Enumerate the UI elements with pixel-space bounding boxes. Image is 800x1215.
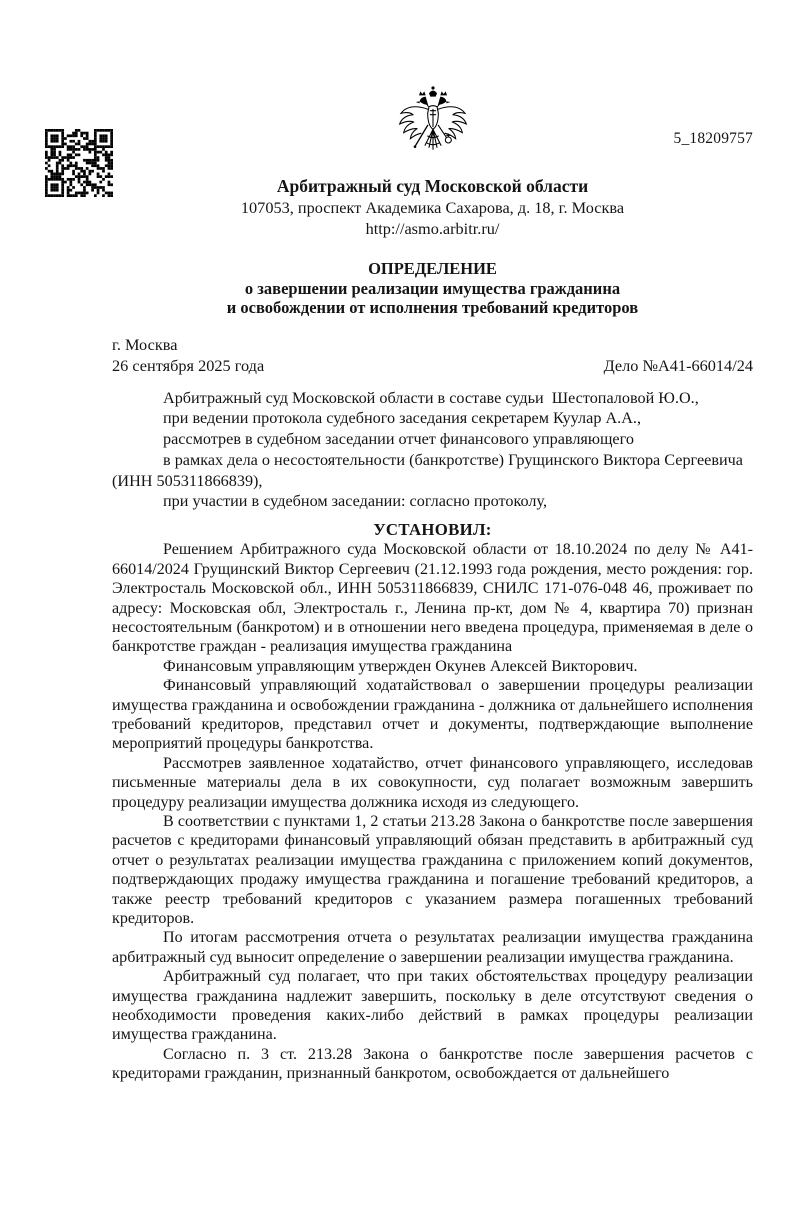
document-subtitle-1: о завершении реализации имущества гражданина [244,278,621,298]
body-paragraph: Арбитражный суд полагает, что при таких обстоятельствах процедуру реализации имущества гражданина надлежит завершить, поскольку в деле отсутствуют сведения о необходимости проведения каких-либо действий в рамках процедуры реализации имущества гражданина. [112,968,753,1044]
document-title: ОПРЕДЕЛЕНИЕ [368,259,497,278]
decision-date: 26 сентября 2025 года [112,355,265,375]
court-address: 107053, проспект Академика Сахарова, д. 18, г. Москва [240,198,625,217]
city: г. Москва [112,334,178,354]
body-paragraph: В соответствии с пунктами 1, 2 статьи 213.28 Закона о банкротстве после завершения расчетов с кредиторами финансовый управляющий обязан представить в арбитражный суд отчет о результатах реализации имущества гражданина с приложением копий документов, подтверждающих продажу имущества гражданина и погашение требований кредиторов, а также реестр требований кредиторов с указанием размера погашенных требований кредиторов. [112,812,753,927]
intro-line-judge: Арбитражный суд Московской области в составе судьи Шестопаловой Ю.О., [163,388,699,407]
case-number: Дело №А41-66014/24 [603,355,753,375]
court-name: Арбитражный суд Московской области [276,176,589,196]
body-paragraph: Согласно п. 3 ст. 213.28 Закона о банкротстве после завершения расчетов с кредиторами гражданин, признанный банкротом, освобождается от дальнейшего [112,1045,753,1083]
intro-line-debtor: в рамках дела о несостоятельности (банкротстве) Грущинского Виктора Сергеевича (ИНН 505311866839), [112,450,748,490]
intro-line-report: рассмотрев в судебном заседании отчет финансового управляющего [163,430,634,449]
intro-line-secretary: при ведении протокола судебного заседания секретарем Куулар А.А., [163,409,641,428]
intro-line-participants: при участии в судебном заседании: согласно протоколу, [163,492,547,511]
body-paragraph: Финансовый управляющий ходатайствовал о завершении процедуры реализации имущества гражданина и освобождении гражданина - должника от дальнейшего исполнения требований кредиторов, представил отчет и документы, подтверждающие выполнение мероприятий процедуры банкротства. [112,677,753,753]
court-website: http://asmo.arbitr.ru/ [365,219,500,238]
scanned-court-document [0,84,800,1215]
document-number: 5_18209757 [673,130,753,147]
body-paragraph: Решением Арбитражного суда Московской области от 18.10.2024 по делу № А41-66014/2024 Грущинский Виктор Сергеевич (21.12.1993 года рождения, место рождения: гор. Электросталь Московской обл., ИНН 505311866839, СНИЛС 171-076-048 46, проживает по адресу: Московская обл, Электросталь г., Ленина пр-кт, дом № 4, квартира 70) признан несостоятельным (банкротом) и в отношении него введена процедура, применяемая в деле о банкротстве граждан - реализация имущества гражданина [112,541,753,656]
body-paragraph: Рассмотрев заявленное ходатайство, отчет финансового управляющего, исследовав письменные материалы дела в их совокупности, суд полагает возможным завершить процедуру реализации имущества должника исходя из следующего. [112,754,753,811]
case-intro [112,388,753,513]
body-paragraph: Финансовым управляющим утвержден Окунев Алексей Викторович. [163,657,638,675]
coat-of-arms-icon [112,84,753,164]
established-heading: УСТАНОВИЛ: [373,520,492,540]
qr-code [45,129,113,197]
document-subtitle-2: и освобождении от исполнения требований кредиторов [226,298,639,317]
ruling-body [112,540,753,1083]
body-paragraph: По итогам рассмотрения отчета о результатах реализации имущества гражданина арбитражный суд выносит определение о завершении реализации имущества гражданина. [112,929,753,966]
